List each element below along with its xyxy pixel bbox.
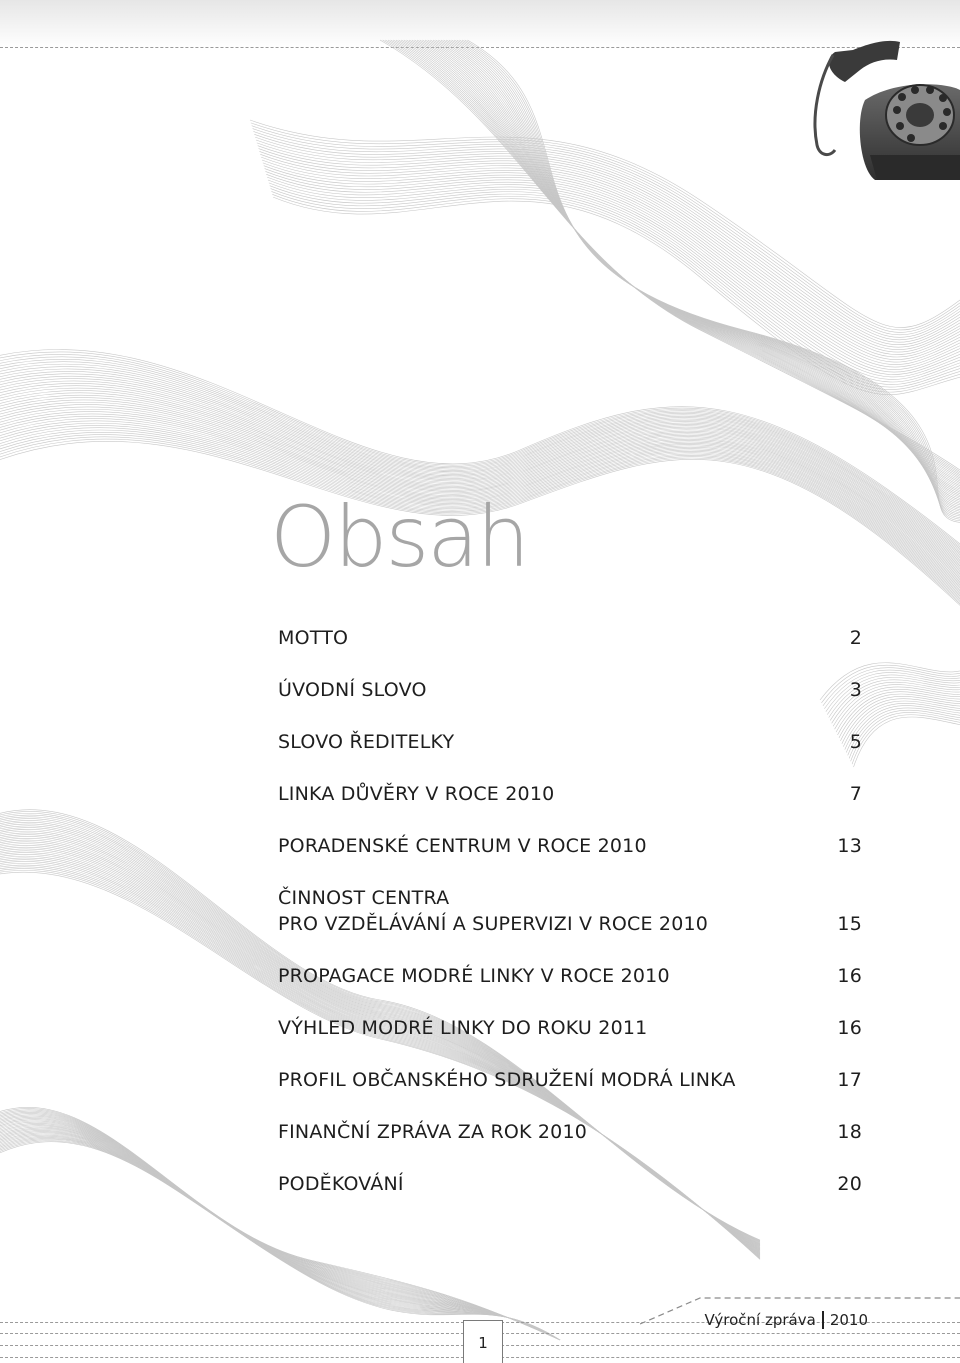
toc-entry-label: FINANČNÍ ZPRÁVA ZA ROK 2010 (278, 1121, 588, 1143)
toc-entry-label: VÝHLED MODRÉ LINKY DO ROKU 2011 (278, 1017, 648, 1039)
toc-entry-page: 16 (837, 1017, 862, 1039)
toc-entry-page: 15 (837, 913, 862, 935)
toc-entry-page: 2 (849, 627, 862, 649)
wave-line (262, 160, 960, 362)
toc-entry-label: SLOVO ŘEDITELKY (278, 731, 455, 753)
toc-entry (278, 781, 862, 807)
toc-entry-page: 5 (849, 731, 862, 753)
publication-year: 2010 (829, 1311, 868, 1329)
wave-line (273, 197, 960, 395)
page-number: 1 (463, 1320, 503, 1363)
toc-entry-label: ČINNOST CENTRA PRO VZDĚLÁVÁNÍ A SUPERVIZI V ROCE 2010 (278, 887, 709, 935)
toc-entry-page: 18 (837, 1121, 862, 1143)
toc-entry-page: 13 (837, 835, 862, 857)
toc-entry (278, 625, 862, 651)
toc-entry (278, 833, 862, 859)
toc-entry-page: 3 (849, 679, 862, 701)
toc-entry-page: 20 (837, 1173, 862, 1195)
footer-caption (705, 1311, 868, 1329)
page-title: Obsah (270, 488, 528, 586)
toc-entry-label: PODĚKOVÁNÍ (278, 1173, 404, 1195)
toc-entry (278, 1119, 862, 1145)
toc-entry (278, 729, 862, 755)
caption-separator (822, 1311, 824, 1329)
wave-line (271, 189, 960, 388)
wave-line (851, 712, 960, 761)
toc-entry (278, 1171, 862, 1197)
wave-line (852, 715, 960, 764)
toc-entry-label: LINKA DŮVĚRY V ROCE 2010 (278, 783, 555, 805)
wave-line (854, 717, 960, 767)
wave-line (264, 166, 960, 367)
toc-entry-label: ÚVODNÍ SLOVO (278, 679, 427, 701)
wave-line (261, 157, 960, 359)
toc-entry-label: MOTTO (278, 627, 349, 649)
toc-entry-label: PORADENSKÉ CENTRUM V ROCE 2010 (278, 835, 647, 857)
toc-entry-label: PROPAGACE MODRÉ LINKY V ROCE 2010 (278, 965, 670, 987)
toc-entry (278, 1015, 862, 1041)
table-of-contents (278, 625, 862, 1223)
toc-entry (278, 1067, 862, 1093)
telephone-icon (805, 20, 960, 185)
toc-entry-page: 16 (837, 965, 862, 987)
toc-entry (278, 677, 862, 703)
toc-entry-page: 17 (837, 1069, 862, 1091)
toc-entry (278, 963, 862, 989)
wave-line (263, 163, 960, 365)
toc-entry-label: PROFIL OBČANSKÉHO SDRUŽENÍ MODRÁ LINKA (278, 1069, 736, 1091)
publication-name: Výroční zpráva (704, 1311, 816, 1329)
toc-entry-page: 7 (849, 783, 862, 805)
wave-line (266, 174, 960, 374)
toc-entry (278, 885, 862, 937)
